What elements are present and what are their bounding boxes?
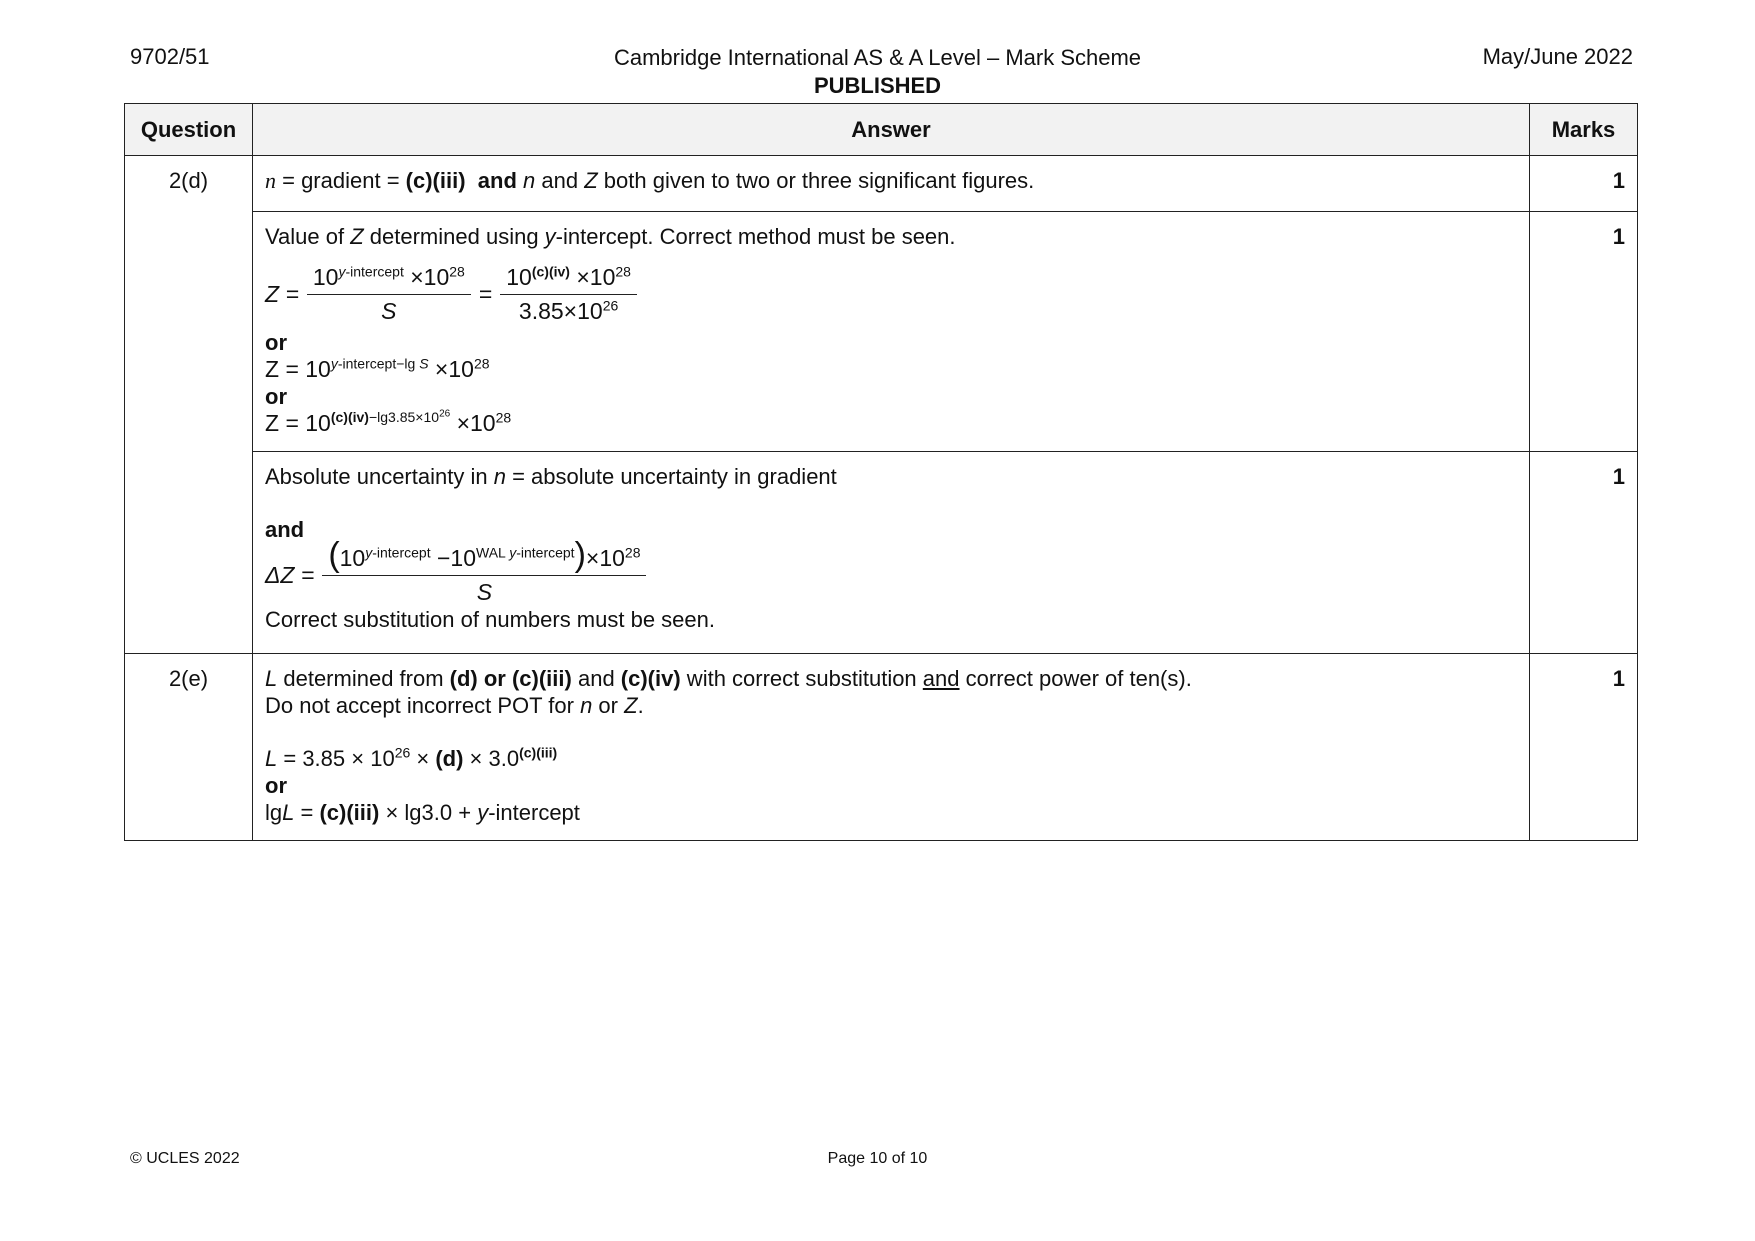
- z-formula-alt-1: [265, 356, 1517, 383]
- z-formula: [265, 264, 1517, 325]
- text-part: Absolute uncertainty in: [265, 464, 494, 489]
- marks-cell: 1: [1530, 156, 1638, 212]
- lhs-text: Z = 10: [265, 410, 331, 436]
- var-n: n: [493, 464, 506, 489]
- sup-sup: 26: [439, 408, 451, 420]
- sup-s: S: [419, 355, 429, 372]
- title-text: Cambridge International AS & A Level – Mark Scheme: [613, 45, 1142, 70]
- denominator: [513, 295, 624, 325]
- answer-cell: [253, 212, 1530, 452]
- formula-lhs: ΔZ =: [265, 562, 315, 588]
- fraction-1: [307, 264, 471, 325]
- text-rest: both given to two or three significant figures.: [597, 168, 1035, 193]
- eq-part: =: [294, 800, 320, 825]
- or-label: or: [265, 384, 287, 409]
- sup-y: y: [330, 355, 338, 372]
- answer-cell: [253, 452, 1530, 654]
- var-l: L: [282, 800, 295, 825]
- table-row: [125, 452, 1638, 654]
- text-part: determined using: [363, 224, 545, 249]
- denominator: S: [381, 298, 397, 324]
- paper-code: 9702/51: [130, 44, 210, 69]
- text-and: and: [477, 168, 517, 193]
- var-n: n: [523, 168, 536, 193]
- times: ×10: [410, 264, 450, 290]
- text-and-underlined: and: [922, 666, 960, 691]
- var-n: n: [265, 168, 276, 193]
- sup-exp: 28: [624, 544, 641, 561]
- l-equation: [265, 745, 1517, 772]
- var-y: y: [477, 800, 489, 825]
- formula-lhs: [265, 281, 299, 308]
- table-row: [125, 654, 1638, 841]
- var-z: Z: [584, 168, 598, 193]
- question-number: 2(d): [125, 156, 253, 654]
- answer-text: [265, 223, 1517, 250]
- eq-part: ×: [410, 746, 436, 771]
- marks-cell: 1: [1530, 654, 1638, 841]
- sup-text: -intercept: [372, 544, 431, 561]
- sup-ref: (c)(iii): [519, 744, 558, 761]
- text-gradient: = gradient =: [276, 168, 406, 193]
- times: ×10: [585, 545, 625, 571]
- text-part: with correct substitution: [680, 666, 923, 691]
- sup-exp: 28: [473, 355, 490, 372]
- sup-y: y: [509, 544, 517, 561]
- table-row: [125, 212, 1638, 452]
- numerator: [500, 264, 637, 295]
- mark-scheme-table: [124, 103, 1638, 841]
- lhs-text: Z = 10: [265, 356, 331, 382]
- base: 10: [312, 264, 339, 290]
- text-part: .: [637, 693, 644, 718]
- text-part: and: [571, 666, 621, 691]
- ref-d-ciii: (d) or (c)(iii): [449, 666, 572, 691]
- times: ×10: [576, 264, 616, 290]
- or-label: or: [265, 773, 287, 798]
- answer-text: [265, 692, 1517, 719]
- sup-exp: 28: [615, 263, 631, 280]
- eq-part: -intercept: [488, 800, 580, 825]
- sup-wal: WAL: [476, 544, 510, 561]
- eq-part: = 3.85 × 10: [277, 746, 395, 771]
- sup-text: −lg3.85×10: [368, 409, 440, 426]
- sup-exp: 28: [449, 263, 465, 280]
- var-l: L: [265, 666, 278, 691]
- question-header: Question: [125, 104, 253, 156]
- sup-exp: 26: [394, 744, 411, 761]
- marks-header: Marks: [1530, 104, 1638, 156]
- var-n: n: [580, 693, 593, 718]
- var-z: Z: [350, 224, 364, 249]
- z-formula-alt-2: [265, 410, 1517, 437]
- text-part: = absolute uncertainty in gradient: [505, 464, 837, 489]
- den-base: 3.85×10: [518, 298, 603, 324]
- and-label: and: [265, 517, 305, 542]
- sup-ref: (c)(iv): [330, 409, 369, 426]
- text-part: determined from: [277, 666, 450, 691]
- table-header-row: [125, 104, 1638, 156]
- ref-ciii: (c)(iii): [319, 800, 380, 825]
- ref-civ: (c)(iv): [620, 666, 681, 691]
- question-number: 2(e): [125, 654, 253, 841]
- lhs-text: Z =: [265, 281, 299, 307]
- published-label: PUBLISHED: [813, 73, 942, 98]
- table-row: [125, 156, 1638, 212]
- sup-exp: 26: [602, 297, 619, 314]
- delta-z-formula: [265, 536, 1517, 606]
- var-l: L: [265, 746, 278, 771]
- var-y: y: [544, 224, 556, 249]
- text-part: correct power of ten(s).: [959, 666, 1192, 691]
- sup-y: y: [338, 263, 346, 280]
- or-label: or: [265, 330, 287, 355]
- paren-open: (: [328, 536, 340, 574]
- answer-text: [265, 463, 1517, 490]
- times: ×10: [456, 410, 496, 436]
- ref-d: (d): [435, 746, 464, 771]
- marks-cell: 1: [1530, 452, 1638, 654]
- eq-part: × lg3.0 +: [379, 800, 478, 825]
- text-and-plain: and: [535, 168, 585, 193]
- sup-ref: (c)(iv): [531, 263, 570, 280]
- text-part: Do not accept incorrect POT for: [265, 693, 581, 718]
- answer-header: Answer: [253, 104, 1530, 156]
- denominator: S: [476, 579, 493, 605]
- answer-cell: [253, 156, 1530, 212]
- answer-text: Correct substitution of numbers must be seen.: [265, 607, 715, 632]
- eq-part: lg: [265, 800, 283, 825]
- base: 10: [339, 545, 366, 571]
- sup-text: -intercept: [345, 263, 404, 280]
- page-number: Page 10 of 10: [827, 1150, 928, 1167]
- answer-cell: [253, 654, 1530, 841]
- sup-exp: 28: [495, 409, 512, 426]
- sup-y: y: [365, 544, 373, 561]
- answer-text: [265, 665, 1517, 692]
- lg-equation: [265, 799, 1517, 826]
- ref-ciii: (c)(iii): [405, 168, 466, 193]
- times: ×10: [434, 356, 474, 382]
- paren-close: ): [574, 536, 586, 574]
- base: 10: [506, 264, 532, 290]
- var-z: Z: [624, 693, 638, 718]
- equals-sign: =: [478, 281, 493, 307]
- fraction: [322, 536, 646, 606]
- sup-text: -intercept: [516, 544, 575, 561]
- numerator: [322, 536, 646, 576]
- numerator: [307, 264, 471, 295]
- eq-part: × 3.0: [463, 746, 520, 771]
- sup-text: -intercept−lg: [337, 355, 420, 372]
- text-part: -intercept. Correct method must be seen.: [555, 224, 956, 249]
- text-part: or: [592, 693, 625, 718]
- marks-cell: 1: [1530, 212, 1638, 452]
- minus: −10: [436, 545, 476, 571]
- exam-session: May/June 2022: [1482, 44, 1633, 69]
- text-part: Value of: [265, 224, 351, 249]
- answer-text: [265, 168, 1034, 193]
- fraction-2: [500, 264, 637, 325]
- copyright: © UCLES 2022: [130, 1150, 240, 1167]
